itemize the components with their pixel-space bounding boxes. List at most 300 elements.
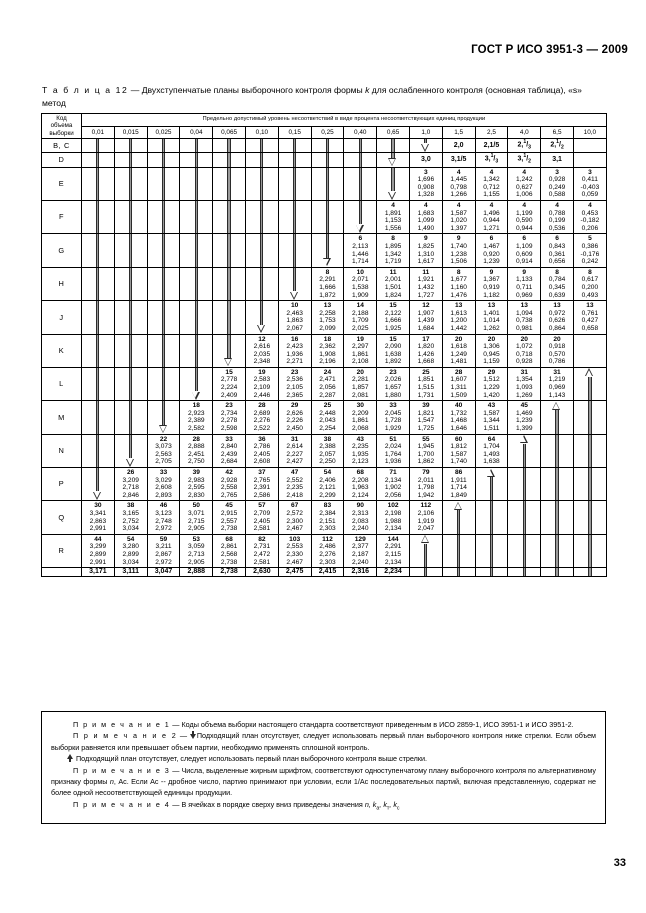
cell-n: 4 [489,202,494,209]
cell-ka: 2,024 [384,443,402,451]
cell-n: 17 [422,335,430,343]
cell-kc: 1,740 [450,458,467,466]
sample-size-code-K: K [42,334,82,367]
arrow-down-shaft-icon [213,139,246,153]
cell-n: 23 [225,402,233,410]
cell-n: 12 [422,302,430,310]
sample-size-code-J: J [42,301,82,334]
cell-kt: 0,427 [581,317,599,325]
sample-size-code-P: P [42,468,82,501]
plan-cell [442,167,475,200]
cell-ka: 2,011 [417,476,434,484]
cell-n: 144 [387,535,399,543]
arrow-down-shaft-icon [180,167,213,200]
cell-ka: 3,299 [89,543,107,551]
page-number: 33 [613,857,626,869]
cell-kc: 1,006 [516,191,533,199]
cell-kt: 0,718 [516,350,533,358]
cell-kt: 1,515 [417,384,435,392]
aql-column-header-0: 0,01 [82,127,115,139]
cell-n: 15 [389,302,397,310]
cell-ka: 3,341 [89,509,107,517]
cell-ka: 1,401 [483,309,500,317]
cell-n: 51 [389,435,397,443]
cell-kt: 0,738 [516,317,533,325]
table-head-row-1 [42,114,607,127]
cell-kc: 1,925 [384,324,402,332]
cell-ka: 1,512 [483,376,500,384]
arrow-down-shaft-icon [82,234,115,267]
note-2b [51,753,596,764]
cell-ka: 2,626 [286,409,303,417]
cell-ka: 2,026 [384,376,402,384]
cell-kt: 1,493 [483,450,500,458]
cell-kt: 1,426 [417,350,435,358]
cell-kc: 1,262 [483,324,500,332]
cell-n: 33 [159,469,168,476]
cell-n: 28 [258,402,266,410]
sample-size-code-N: N [42,434,82,467]
arrow-down-shaft-icon [82,139,115,153]
plan-cell [245,401,278,434]
sample-size-code-H: H [42,267,82,300]
arrow-down-shaft-icon [213,267,246,300]
plan-cell [114,501,147,534]
plan-cell-single: 3,1 [541,153,574,167]
cell-kc: 1,420 [483,391,500,399]
cell-kc: 0,914 [516,258,533,266]
plan-cell [180,434,213,467]
cell-kt: 1,666 [319,283,336,291]
arrow-down-shaft-icon [278,201,311,234]
table-row [42,139,607,153]
plan-cell [573,301,606,334]
plan-cell [508,401,541,434]
plan-cell [213,501,246,534]
cell-kt: 1,798 [417,484,435,492]
cell-n: 12 [258,335,266,343]
cell-kt: 0,199 [548,217,566,225]
cell-ka: 2,281 [352,376,369,384]
cell-kc: 2,846 [122,491,139,499]
cell-kt: 1,468 [450,417,467,425]
plan-cell [213,534,246,567]
cell-kc: 0,981 [516,324,533,332]
cell-n: 26 [127,469,135,476]
arrow-down-shaft-icon [82,434,115,467]
arrow-down-shaft-icon [278,153,311,167]
cell-ka: 1,945 [417,443,435,451]
plan-cell-fraction: $3,^1/_3$ [475,153,508,167]
plan-cell [377,267,410,300]
plan-cell [573,267,606,300]
cell-ka: 2,471 [319,376,336,384]
cell-ka: 1,618 [450,343,467,351]
cell-kt: 1,857 [352,384,369,392]
cell-kc: 0,658 [581,324,599,332]
plan-cell [344,301,377,334]
empty-cell [573,139,606,153]
cell-kc: 2,271 [286,358,303,366]
cell-n: 67 [291,502,299,510]
empty-cell [573,334,606,367]
cell-n: 4 [424,202,428,209]
cell-ka: 2,291 [319,276,336,284]
plan-cell [245,501,278,534]
plan-cell-fraction: $2,^1/_2$ [541,139,574,153]
cell-ka: 2,406 [319,476,336,484]
plan-cell-single: 3,047 [147,568,180,577]
note-4-symbols: n, k [364,799,377,809]
plan-cell [344,501,377,534]
cell-ka: 2,235 [352,443,369,451]
cell-n: 4 [522,168,527,176]
plan-cell [278,367,311,400]
arrow-down-shaft-icon [180,334,213,367]
cell-kt: 1,666 [384,317,402,325]
cell-kt: 1,239 [516,417,533,425]
arrow-down-shaft-icon [114,267,147,300]
cell-kc: 0,206 [581,224,599,232]
aql-column-header-12: 2,5 [475,127,508,139]
table-caption [42,84,604,110]
plan-cell [311,434,344,467]
arrow-up-shaft-icon [508,468,541,501]
cell-kc: 2,765 [220,491,238,499]
cell-kt: 2,557 [220,517,238,525]
sample-size-code-D: D [42,153,82,167]
cell-kc: 1,509 [450,391,467,399]
cell-n: 102 [387,502,399,510]
cell-kc: 2,427 [286,458,303,466]
cell-ka: 3,059 [188,543,205,551]
table-body [42,139,607,577]
cell-kc: 2,250 [319,458,336,466]
note-1-label: П р и м е ч а н и е 1 [73,720,171,729]
cell-kc: 1,684 [417,324,435,332]
cell-n: 13 [520,302,528,310]
cell-kc: 0,786 [548,358,566,366]
table-row [42,301,607,334]
cell-ka: 1,445 [450,176,467,184]
cell-kc: 2,108 [352,358,369,366]
cell-ka: 1,812 [450,443,467,451]
cell-kt: 0,590 [516,217,533,225]
cell-ka: 0,386 [581,242,599,250]
arrow-up-shaft-icon [409,568,442,577]
cell-kc: 1,872 [319,291,336,299]
cell-ka: 0,784 [548,276,566,284]
note-4-label: П р и м е ч а н и е 4 [73,799,171,809]
cell-ka: 1,820 [417,343,435,351]
plan-cell [541,367,574,400]
arrow-up-shaft-icon [508,501,541,534]
plan-cell [409,401,442,434]
plan-cell-fraction: $3,^1/_2$ [508,153,541,167]
cell-kt: 2,330 [286,550,303,558]
cell-kc: 2,124 [352,491,369,499]
arrow-up-shaft-icon [541,534,574,567]
plan-cell [475,234,508,267]
cell-kc: 2,991 [89,558,107,566]
cell-ka: 2,765 [253,476,271,484]
arrow-down-shaft-icon [147,153,180,167]
plan-cell [180,534,213,567]
cell-ka: 0,918 [548,343,566,351]
cell-kc: 0,493 [581,291,599,299]
table-row [42,234,607,267]
arrow-down-shaft-icon [180,301,213,334]
cell-kt: 0,944 [483,217,500,225]
arrow-up-shaft-icon [442,534,475,567]
arrow-down-shaft-icon [213,234,246,267]
arrow-down-shaft-icon [147,267,180,300]
cell-ka: 2,090 [384,343,402,351]
plan-cell [213,434,246,467]
cell-kc: 1,155 [483,191,500,199]
arrow-down-shaft-icon [180,201,213,234]
arrow-down-shaft-icon [114,401,147,434]
cell-kc: 1,397 [450,224,467,232]
cell-kc: 1,143 [548,391,566,399]
cell-kt: 1,861 [352,417,369,425]
cell-ka: 1,587 [450,209,467,217]
cell-ka: 2,258 [319,309,336,317]
table-row [42,367,607,400]
cell-kc: 2,972 [155,558,172,566]
arrow-up-shaft-icon [508,568,541,577]
cell-n: 15 [389,335,397,343]
plan-cell [377,367,410,400]
arrow-down-shaft-icon [114,301,147,334]
aql-column-header-2: 0,025 [147,127,180,139]
arrow-down-shaft-icon [278,139,311,153]
arrow-down-shaft-icon [114,201,147,234]
plan-cell [82,501,115,534]
plan-cell [377,501,410,534]
plan-cell [344,434,377,467]
cell-kc: 2,303 [319,558,336,566]
cell-n: 46 [159,502,168,510]
arrow-down-shaft-icon [311,139,344,153]
cell-n: 3 [588,168,592,176]
arrow-down-head-icon [82,468,115,501]
plan-cell [344,367,377,400]
cell-ka: 1,607 [450,376,467,384]
cell-n: 33 [389,402,397,410]
cell-kc: 2,134 [384,558,402,566]
cell-kc: 2,450 [286,425,303,433]
cell-ka: 1,094 [516,309,533,317]
table-head-row-2 [42,127,607,139]
table-caption-text-2: для ослабленного контроля (основная таблица), «s» метод [42,85,582,108]
cell-kt: 2,405 [253,517,271,525]
sample-size-code-L: L [42,367,82,400]
aql-column-header-1: 0,015 [114,127,147,139]
cell-n: 68 [225,535,233,543]
cell-kt: 2,558 [220,484,238,492]
cell-kt: 2,056 [319,384,336,392]
cell-kt: 1,764 [384,450,402,458]
arrow-down-shaft-icon [245,139,278,153]
cell-n: 71 [389,469,397,476]
plan-cell [114,468,147,501]
cell-kt: 1,501 [384,283,402,291]
cell-kt: 1,446 [352,250,369,258]
arrow-down-shaft-icon [82,267,115,300]
cell-kc: 1,719 [384,258,402,266]
cell-kc: 0,928 [516,358,533,366]
cell-kc: 1,266 [450,191,467,199]
cell-kt: 0,919 [483,283,500,291]
arrow-down-shaft-icon [114,153,147,167]
cell-kc: 1,617 [417,258,435,266]
cell-ka: 3,071 [188,509,205,517]
cell-kc: 2,581 [253,525,271,533]
cell-kt: 0,361 [548,250,566,258]
cell-kc: 2,196 [319,358,336,366]
plan-cell [475,267,508,300]
cell-ka: 2,840 [220,443,238,451]
cell-kt: 2,899 [89,550,107,558]
cell-n: 8 [325,268,330,276]
sample-size-code-B, C: B, C [42,139,82,153]
arrow-down-shaft-icon [147,139,180,153]
plan-cell [245,468,278,501]
plan-cell [147,434,180,467]
cell-kt: 1,936 [286,350,303,358]
arrow-down-head-icon [377,153,410,167]
note-2 [51,730,596,753]
arrow-down-shaft-icon [147,201,180,234]
cell-ka: 2,923 [188,409,205,417]
arrow-down-head-icon [278,267,311,300]
arrow-down-shaft-icon [147,334,180,367]
plan-cell [508,234,541,267]
cell-kt: 1,902 [384,484,402,492]
cell-kc: 2,705 [155,458,172,466]
cell-kc: 1,159 [483,358,500,366]
note-2b-text: Подходящий план отсутствует, следует использовать первый план выборочного контроля выше стрелки. [76,754,428,764]
plan-cell [245,334,278,367]
cell-kc: 1,942 [417,491,435,499]
cell-kt: -0,182 [580,217,600,225]
arrow-down-head-icon [245,301,278,334]
cell-n: 8 [588,268,592,276]
plan-cell [409,434,442,467]
table-caption-dash: — [128,85,142,95]
cell-kc: 2,582 [188,425,205,433]
cell-ka: 1,895 [384,242,402,250]
cell-kt: 1,753 [319,317,336,325]
cell-n: 44 [94,535,102,543]
cell-ka: 1,367 [483,276,500,284]
arrow-up-head-icon [409,534,442,567]
cell-n: 38 [323,435,332,443]
table-row [42,201,607,234]
plan-cell-single: 2,888 [180,568,213,577]
plan-cell-single: 2,234 [377,568,410,577]
table-row [42,501,607,534]
sample-size-code-M: M [42,401,82,434]
arrow-down-shaft-icon [82,167,115,200]
cell-kt: -0,403 [580,183,600,191]
arrow-down-shaft-icon [147,234,180,267]
cell-ka: 1,891 [384,209,402,217]
cell-n: 83 [323,502,332,510]
plan-cell [278,501,311,534]
cell-n: 15 [225,368,233,376]
cell-n: 22 [159,435,168,443]
cell-ka: 2,208 [352,476,369,484]
cell-kc: 2,025 [352,324,369,332]
cell-ka: 0,617 [581,276,599,284]
cell-kc: 0,969 [516,291,533,299]
plan-cell [409,167,442,200]
cell-kc: 1,481 [450,358,467,366]
cell-kt: 2,278 [220,417,238,425]
note-3-italic-n: n [109,777,114,787]
plan-cell [475,334,508,367]
cell-kc: 2,991 [89,525,107,533]
sample-size-code-E: E [42,167,82,200]
arrow-down-head-icon [377,167,410,200]
cell-kc: 1,849 [450,491,467,499]
note-4-symbols-3: , k [389,799,397,809]
cell-ka: 1,825 [417,242,435,250]
plan-cell [541,234,574,267]
cell-ka: 1,219 [548,376,566,384]
cell-ka: 2,198 [384,509,402,517]
plan-cell-single: 2,475 [278,568,311,577]
arrow-down-head-icon [147,401,180,434]
cell-n: 40 [454,402,463,410]
plan-cell [475,434,508,467]
aql-column-header-13: 4,0 [508,127,541,139]
arrow-up-shaft-icon [541,468,574,501]
cell-ka: 3,209 [122,476,139,484]
cell-n: 4 [588,202,592,209]
cell-kc: 1,490 [417,224,435,232]
plan-cell [245,534,278,567]
cell-n: 59 [159,535,168,543]
table-row [42,434,607,467]
arrow-up-shaft-icon [541,568,574,577]
cell-n: 38 [127,502,135,510]
cell-kt: 2,389 [188,417,205,425]
cell-kt: 1,861 [352,350,369,358]
cell-n: 30 [94,502,102,510]
plan-cell [475,301,508,334]
cell-n: 4 [456,168,461,176]
plan-cell [180,501,213,534]
cell-ka: 1,704 [483,443,500,451]
plan-cell-single: 2,0 [442,139,475,153]
arrow-down-shaft-icon [213,153,246,167]
arrow-down-head-icon [344,201,377,234]
cell-ka: 2,888 [188,443,205,451]
cell-kt: -0,176 [580,250,600,258]
plan-cell [442,201,475,234]
cell-n: 10 [356,268,364,276]
cell-kc: 2,830 [188,491,205,499]
arrow-down-shaft-icon [344,153,377,167]
cell-kc: 0,536 [548,224,566,232]
cell-n: 4 [456,202,461,209]
arrow-down-shaft-icon [180,153,213,167]
cell-n: 11 [422,268,430,276]
cell-ka: 2,731 [253,543,271,551]
